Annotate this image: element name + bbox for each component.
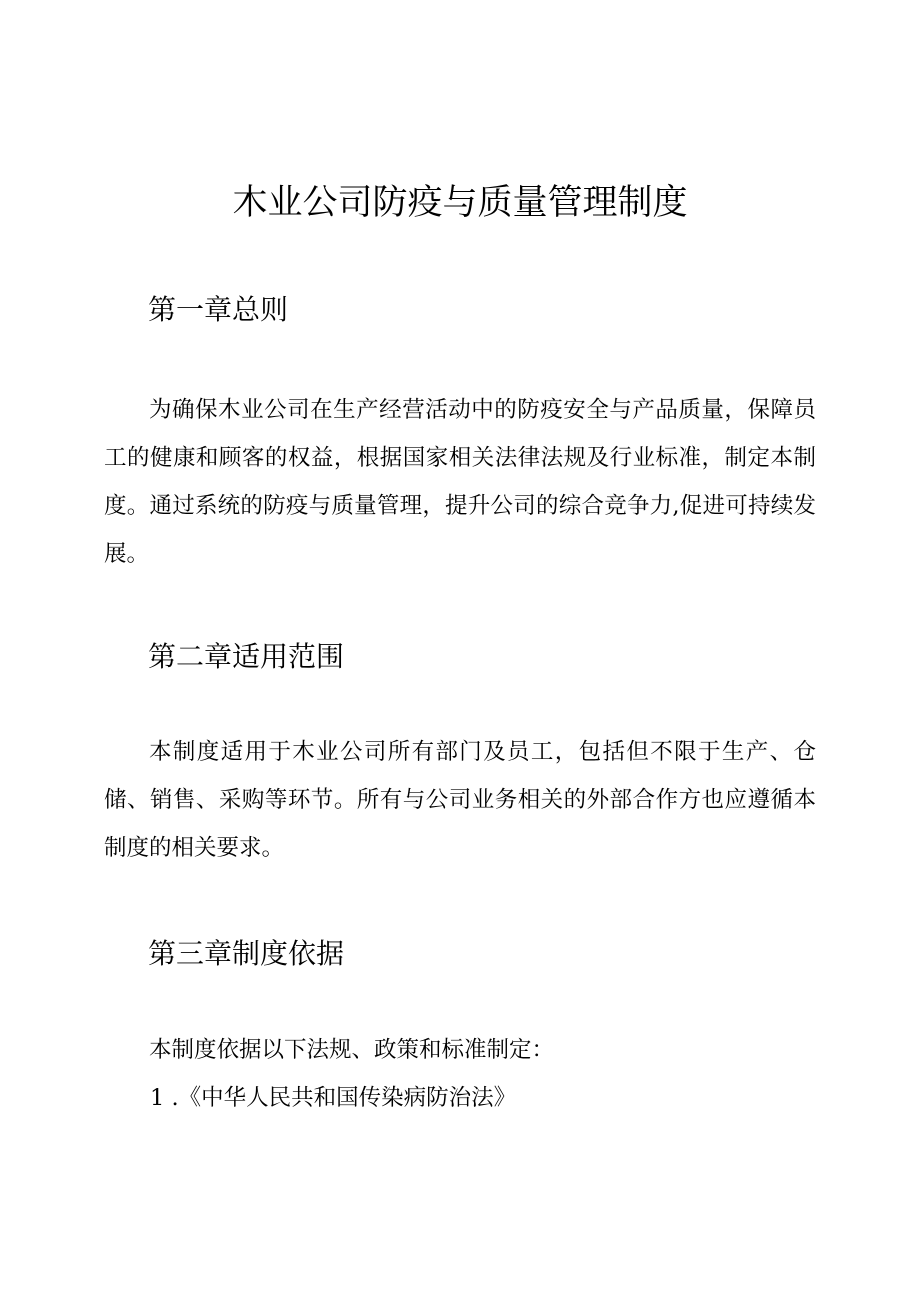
list-item: 1 .《中华人民共和国传染病防治法》	[150, 1085, 517, 1111]
chapter-1-heading: 第一章总则	[148, 293, 289, 326]
chapter-3-heading: 第三章制度依据	[148, 937, 345, 970]
document-title: 木业公司防疫与质量管理制度	[232, 183, 688, 223]
chapter-2-heading: 第二章适用范围	[148, 640, 345, 673]
chapter-1-paragraph: 为确保木业公司在生产经营活动中的防疫安全与产品质量，保障员工的健康和顾客的权益，根据国家相关法律法规及行业标准，制定本制度。通过系统的防疫与质量管理，提升公司的综合竞争力,促进可持续发展。	[104, 397, 816, 567]
chapter-2-paragraph: 本制度适用于木业公司所有部门及员工，包括但不限于生产、仓储、销售、采购等环节。所有与公司业务相关的外部合作方也应遵循本制度的相关要求。	[104, 739, 816, 861]
chapter-3-paragraph: 本制度依据以下法规、政策和标准制定：	[149, 1037, 555, 1063]
